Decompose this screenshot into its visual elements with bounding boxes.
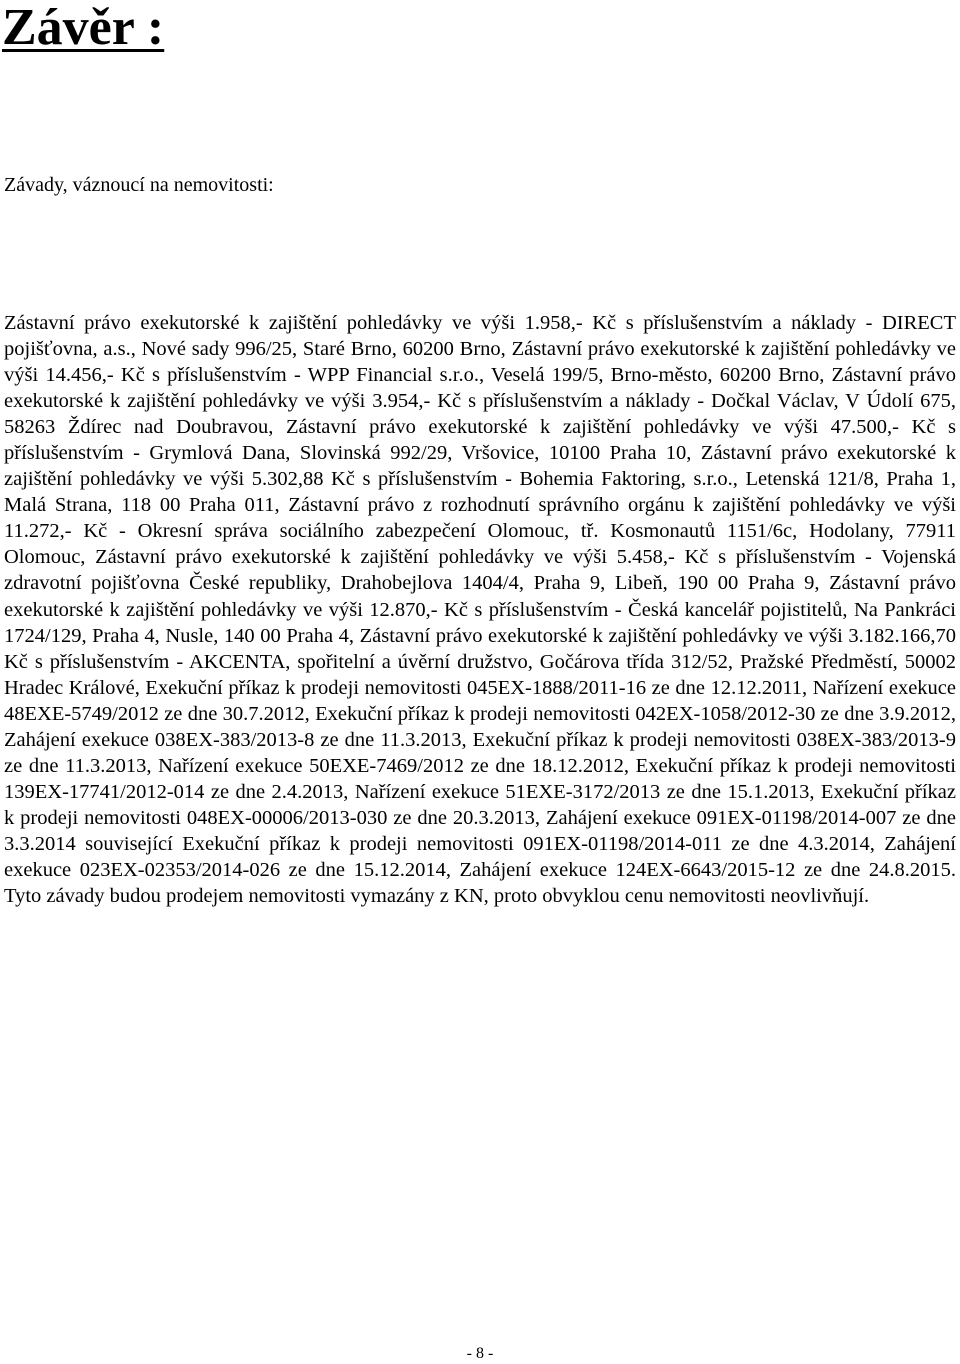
- encumbrances-paragraph: Zástavní právo exekutorské k zajištění pohledávky ve výši 1.958,- Kč s příslušenstvím a náklady - DIRECT pojišťovna, a.s., Nové sady 996/25, Staré Brno, 60200 Brno, Zástavní právo exekutorské k zajištění pohledávky ve výši 14.456,- Kč s příslušenstvím - WPP Financial s.r.o., Veselá 199/5, Brno-město, 60200 Brno, Zástavní právo exekutorské k zajištění pohledávky ve výši 3.954,- Kč s příslušenstvím a náklady - Dočkal Václav, V Údolí 675, 58263 Ždírec nad Doubravou, Zástavní právo exekutorské k zajištění pohledávky ve výši 47.500,- Kč s příslušenstvím - Grymlová Dana, Slovinská 992/29, Vršovice, 10100 Praha 10, Zástavní právo exekutorské k zajištění pohledávky ve výši 5.302,88 Kč s příslušenstvím - Bohemia Faktoring, s.r.o., Letenská 121/8, Praha 1, Malá Strana, 118 00 Praha 011, Zástavní právo z rozhodnutí správního orgánu k zajištění pohledávky ve výši 11.272,- Kč - Okresní správa sociálního zabezpečení Olomouc, tř. Kosmonautů 1151/6c, Hodolany, 77911 Olomouc, Zástavní právo exekutorské k zajištění pohledávky ve výši 5.458,- Kč s příslušenstvím - Vojenská zdravotní pojišťovna České republiky, Drahobejlova 1404/4, Praha 9, Libeň, 190 00 Praha 9, Zástavní právo exekutorské k zajištění pohledávky ve výši 12.870,- Kč s příslušenstvím - Česká kancelář pojistitelů, Na Pankráci 1724/129, Praha 4, Nusle, 140 00 Praha 4, Zástavní právo exekutorské k zajištění pohledávky ve výši 3.182.166,70 Kč s příslušenstvím - AKCENTA, spořitelní a úvěrní družstvo, Gočárova třída 312/52, Pražské Předměstí, 50002 Hradec Králové, Exekuční příkaz k prodeji nemovitosti 045EX-1888/2011-16 ze dne 12.12.2011, Nařízení exekuce 48EXE-5749/2012 ze dne 30.7.2012, Exekuční příkaz k prodeji nemovitosti 042EX-1058/2012-30 ze dne 3.9.2012, Zahájení exekuce 038EX-383/2013-8 ze dne 11.3.2013, Exekuční příkaz k prodeji nemovitosti 038EX-383/2013-9 ze dne 11.3.2013, Nařízení exekuce 50EXE-7469/2012 ze dne 18.12.2012, Exekuční příkaz k prodeji nemovitosti 139EX-17741/2012-014 ze dne 2.4.2013, Nařízení exekuce 51EXE-3172/2013 ze dne 15.1.2013, Exekuční příkaz k prodeji nemovitosti 048EX-00006/2013-030 ze dne 20.3.2013, Zahájení exekuce 091EX-01198/2014-007 ze dne 3.3.2014 související Exekuční příkaz k prodeji nemovitosti 091EX-01198/2014-011 ze dne 4.3.2014, Zahájení exekuce 023EX-02353/2014-026 ze dne 15.12.2014, Zahájení exekuce 124EX-6643/2015-12 ze dne 24.8.2015. Tyto závady budou prodejem nemovitosti vymazány z KN, proto obvyklou cenu nemovitosti neovlivňují.: [4, 312, 956, 908]
- page-number: - 8 -: [466, 1345, 494, 1362]
- section-subheading: Závady, váznoucí na nemovitosti:: [4, 174, 274, 196]
- page-heading: Závěr :: [2, 0, 165, 56]
